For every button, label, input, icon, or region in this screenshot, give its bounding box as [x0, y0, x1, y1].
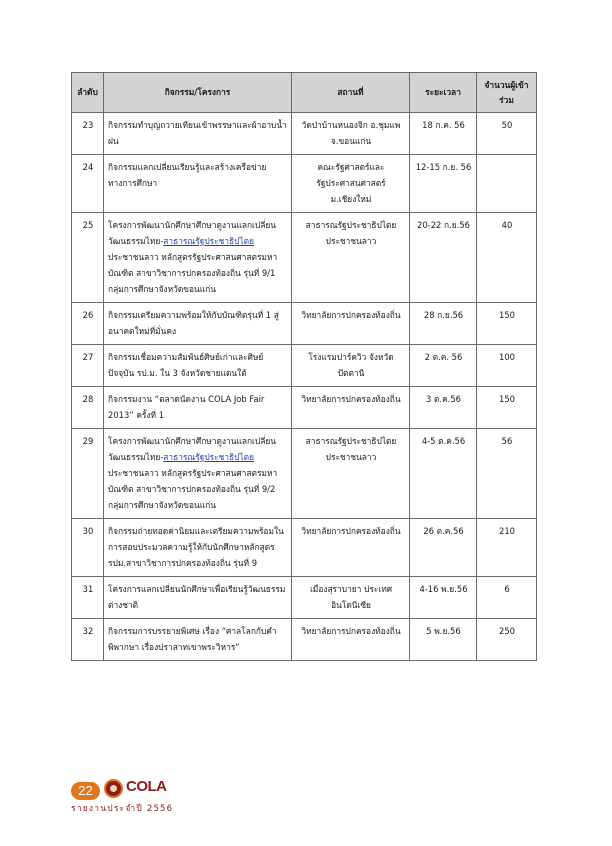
table-body	[72, 113, 537, 661]
period-cell: 5 พ.ย.56	[410, 619, 477, 661]
activity-text: กิจกรรมเตรียมความพร้อมให้กับบัณฑิตรุ่นที่ 1 สู่อนาคตใหม่ที่มั่นคง	[108, 310, 279, 336]
header-location: สถานที่	[292, 73, 410, 113]
location-cell: วิทยาลัยการปกครองท้องถิ่น	[292, 303, 410, 345]
location-cell: วิทยาลัยการปกครองท้องถิ่น	[292, 619, 410, 661]
activity-text: โครงการพัฒนานักศึกษาศึกษาดูงานแลกเปลี่ยนวัฒนธรรมไทย-	[108, 436, 276, 462]
activity-text: โครงการแลกเปลี่ยนนักศึกษาเพื่อเรียนรู้วัฒนธรรมต่างชาติ	[108, 584, 286, 610]
activity-text: โครงการพัฒนานักศึกษาศึกษาดูงานแลกเปลี่ยนวัฒนธรรมไทย-	[108, 220, 276, 246]
activity-cell	[104, 619, 292, 661]
activity-text: กิจกรรมแลกเปลี่ยนเรียนรู้และสร้างเครือข่ายทางการศึกษา	[108, 162, 267, 188]
activity-cell	[104, 213, 292, 303]
participant-count: 100	[477, 345, 537, 387]
header-count: จำนวนผู้เข้าร่วม	[477, 73, 537, 113]
activity-text: ประชาชนลาว หลักสูตรรัฐประศาสนศาสตรมหาบัณฑิต สาขาวิชาการปกครองท้องถิ่น รุ่นที่ 9/1 กลุ่มการศึกษาจังหวัดขอนแก่น	[108, 252, 279, 294]
period-cell: 3 ต.ค.56	[410, 387, 477, 429]
period-cell: 4-16 พ.ย.56	[410, 577, 477, 619]
table-row	[72, 213, 537, 303]
activity-cell	[104, 303, 292, 345]
activity-text: กิจกรรมถ่ายทอดค่านิยมและเตรียมความพร้อมในการสอบประมวลความรู้ให้กับนักศึกษาหลักสูตร รปม.สาขาวิชาการปกครองท้องถิ่น รุ่นที่ 9	[108, 526, 284, 568]
table-row	[72, 577, 537, 619]
period-cell: 28 ก.ย.56	[410, 303, 477, 345]
header-activity: กิจกรรม/โครงการ	[104, 73, 292, 113]
country-link[interactable]: สาธารณรัฐประชาธิปไตย	[163, 452, 254, 462]
table-row	[72, 387, 537, 429]
activity-cell	[104, 155, 292, 213]
activity-cell	[104, 429, 292, 519]
table-row	[72, 113, 537, 155]
activity-text: กิจกรรมทำบุญถวายเทียนเข้าพรรษาและผ้าอาบน้ำฝน	[108, 120, 287, 146]
row-number: 24	[72, 155, 104, 213]
row-number: 31	[72, 577, 104, 619]
row-number: 32	[72, 619, 104, 661]
activity-text: ประชาชนลาว หลักสูตรรัฐประศาสนศาสตรมหาบัณฑิต สาขาวิชาการปกครองท้องถิ่น รุ่นที่ 9/2 กลุ่มการศึกษาจังหวัดขอนแก่น	[108, 468, 279, 510]
period-cell: 18 ก.ค. 56	[410, 113, 477, 155]
country-link[interactable]: สาธารณรัฐประชาธิปไตย	[163, 236, 254, 246]
period-cell: 20-22 ก.ย.56	[410, 213, 477, 303]
activity-cell	[104, 519, 292, 577]
activities-table	[71, 72, 537, 661]
activity-text: กิจกรรมเชื่อมความสัมพันธ์ศิษย์เก่าและศิษย์ปัจจุบัน รป.ม. ใน 3 จังหวัดชายแดนใต้	[108, 352, 264, 378]
location-cell: สาธารณรัฐประชาธิปไตยประชาชนลาว	[292, 213, 410, 303]
activity-cell	[104, 577, 292, 619]
header-period: ระยะเวลา	[410, 73, 477, 113]
location-cell: วิทยาลัยการปกครองท้องถิ่น	[292, 387, 410, 429]
activity-cell	[104, 113, 292, 155]
participant-count: 40	[477, 213, 537, 303]
period-cell: 26 ต.ค.56	[410, 519, 477, 577]
location-cell: โรงแรมปาร์ควิว จังหวัดปัตตานี	[292, 345, 410, 387]
table-row	[72, 519, 537, 577]
cola-logo-text: COLA	[126, 778, 167, 795]
participant-count: 6	[477, 577, 537, 619]
participant-count: 150	[477, 303, 537, 345]
table-row	[72, 155, 537, 213]
table-header-row	[72, 73, 537, 113]
table-row	[72, 303, 537, 345]
location-cell: คณะรัฐศาสตร์และรัฐประศาสนศาสตร์ ม.เชียงใหม่	[292, 155, 410, 213]
row-number: 30	[72, 519, 104, 577]
header-no: ลำดับ	[72, 73, 104, 113]
row-number: 25	[72, 213, 104, 303]
table-row	[72, 619, 537, 661]
activity-cell	[104, 345, 292, 387]
annual-report-label: รายงานประจำปี 2556	[71, 804, 174, 814]
table-row	[72, 429, 537, 519]
activity-text: กิจกรรมงาน “ตลาดนัดงาน COLA Job Fair 2013” ครั้งที่ 1	[108, 394, 268, 420]
location-cell: วิทยาลัยการปกครองท้องถิ่น	[292, 519, 410, 577]
period-cell: 4-5 ต.ค.56	[410, 429, 477, 519]
participant-count: 50	[477, 113, 537, 155]
participant-count	[477, 155, 537, 213]
activity-text: กิจกรรมการบรรยายพิเศษ เรื่อง “ศาลโลกกับคำพิพากษา เรื่องปราสาทเขาพระวิหาร”	[108, 626, 277, 652]
row-number: 26	[72, 303, 104, 345]
table-row	[72, 345, 537, 387]
period-cell: 12-15 ก.ย. 56	[410, 155, 477, 213]
participant-count: 250	[477, 619, 537, 661]
location-cell: เมืองสุราบายา ประเทศอินโดนีเซีย	[292, 577, 410, 619]
participant-count: 56	[477, 429, 537, 519]
row-number: 27	[72, 345, 104, 387]
period-cell: 2 ต.ค. 56	[410, 345, 477, 387]
page-footer	[71, 777, 201, 814]
activity-cell	[104, 387, 292, 429]
row-number: 28	[72, 387, 104, 429]
location-cell: สาธารณรัฐประชาธิปไตยประชาชนลาว	[292, 429, 410, 519]
page-number: 22	[71, 782, 100, 800]
participant-count: 210	[477, 519, 537, 577]
row-number: 29	[72, 429, 104, 519]
location-cell: วัดป่าบ้านหนองจิก อ.ชุมแพ จ.ขอนแก่น	[292, 113, 410, 155]
row-number: 23	[72, 113, 104, 155]
participant-count: 150	[477, 387, 537, 429]
cola-emblem-icon	[104, 779, 123, 798]
